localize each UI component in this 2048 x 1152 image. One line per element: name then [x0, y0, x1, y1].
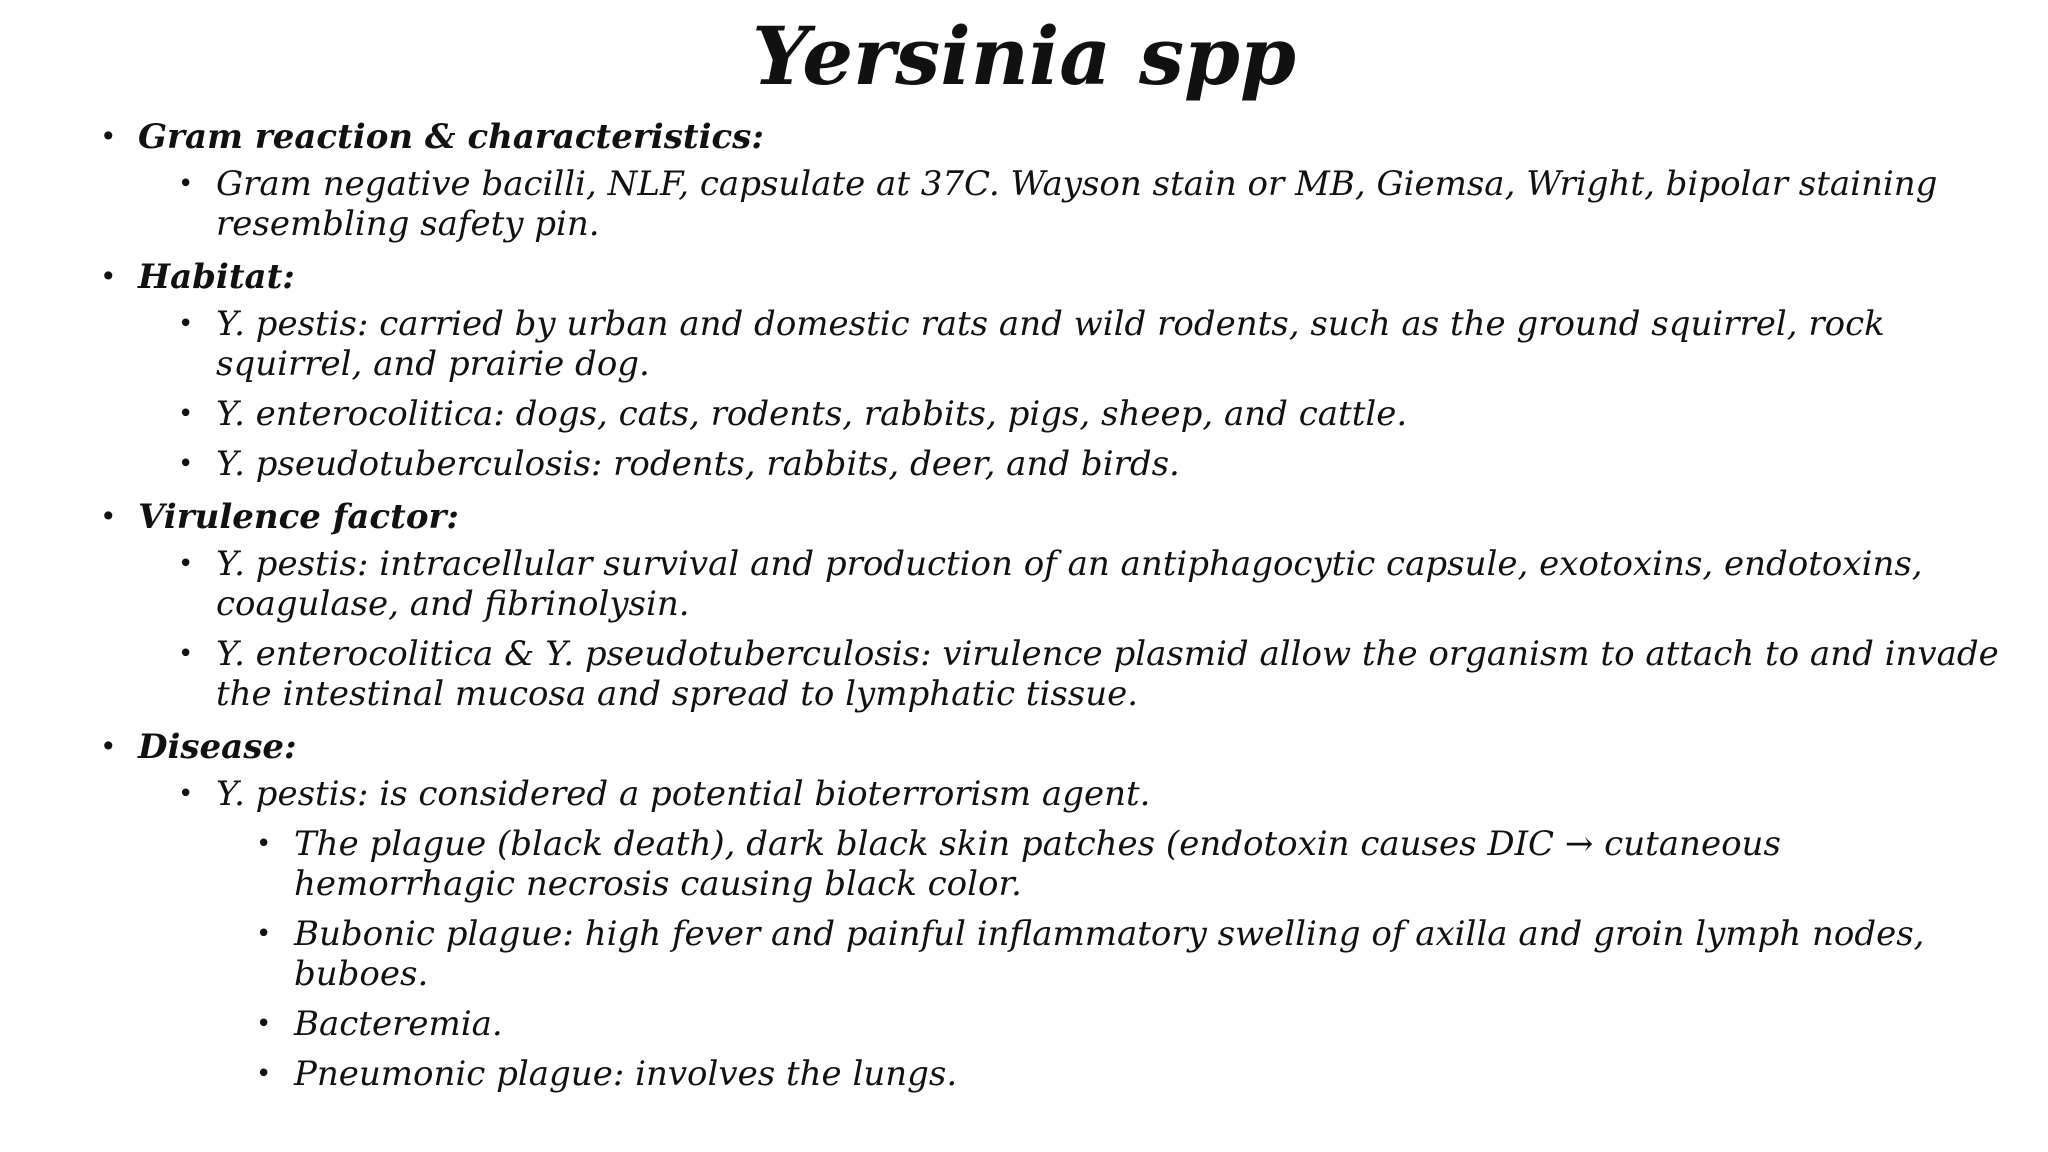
sub-list [138, 164, 2008, 244]
sub-list [138, 304, 2008, 484]
list-item-text: Y. enterocolitica & Y. pseudotuberculosis: virulence plasmid allow the organism to attach to and invade the intestinal mucosa and spread to lymphatic tissue. [216, 634, 1999, 714]
bullet-icon: • [256, 1059, 272, 1089]
list-item [138, 394, 2008, 434]
slide-title: Yersinia spp [752, 9, 1296, 103]
list-item-text: Gram negative bacilli, NLF, capsulate at 37C. Wayson stain or MB, Giemsa, Wright, bipolar staining resembling safety pin. [216, 164, 1938, 244]
list-item-text: Y. pestis: carried by urban and domestic rats and wild rodents, such as the ground squirrel, rock squirrel, and prairie dog. [216, 304, 1885, 384]
section-heading: Virulence factor: [138, 497, 459, 537]
bullet-icon: • [178, 449, 194, 479]
list-item [138, 544, 2008, 624]
sub-list-item [216, 1054, 2008, 1094]
sub-list [138, 544, 2008, 714]
sub-list-item [216, 824, 2008, 904]
sub-list [138, 774, 2008, 1094]
slide-content [0, 114, 2048, 1104]
sub-list-item [216, 914, 2008, 994]
sub-list-item-text: Bubonic plague: high fever and painful inflammatory swelling of axilla and groin lymph nodes, buboes. [294, 914, 1925, 994]
list-item-text: Y. enterocolitica: dogs, cats, rodents, rabbits, pigs, sheep, and cattle. [216, 394, 1408, 434]
bullet-icon: • [100, 730, 117, 763]
bullet-icon: • [178, 169, 194, 199]
section-gram-reaction [0, 114, 2048, 244]
bullet-icon: • [100, 500, 117, 533]
bullet-icon: • [178, 779, 194, 809]
bullet-icon: • [178, 549, 194, 579]
bullet-list [0, 114, 2048, 1094]
bullet-icon: • [100, 120, 117, 153]
list-item-text: Y. pestis: intracellular survival and production of an antiphagocytic capsule, exotoxins, endotoxins, coagulase, and fibrinolysin. [216, 544, 1923, 624]
list-item-text: Y. pseudotuberculosis: rodents, rabbits, deer, and birds. [216, 444, 1180, 484]
sub-sub-list [216, 824, 2008, 1094]
list-item [138, 164, 2008, 244]
section-disease [0, 724, 2048, 1094]
list-item [138, 634, 2008, 714]
bullet-icon: • [256, 1009, 272, 1039]
bullet-icon: • [178, 309, 194, 339]
section-virulence-factor [0, 494, 2048, 714]
section-heading: Gram reaction & characteristics: [138, 117, 764, 157]
sub-list-item [216, 1004, 2008, 1044]
bullet-icon: • [256, 919, 272, 949]
bullet-icon: • [178, 399, 194, 429]
list-item [138, 304, 2008, 384]
sub-list-item-text: Bacteremia. [294, 1004, 503, 1044]
bullet-icon: • [100, 260, 117, 293]
sub-list-item-text: The plague (black death), dark black skin patches (endotoxin causes DIC → cutaneous hemorrhagic necrosis causing black color. [294, 824, 1781, 904]
bullet-icon: • [178, 639, 194, 669]
bullet-icon: • [256, 829, 272, 859]
list-item [138, 444, 2008, 484]
section-heading: Habitat: [138, 257, 295, 297]
sub-list-item-text: Pneumonic plague: involves the lungs. [294, 1054, 958, 1094]
section-habitat [0, 254, 2048, 484]
list-item-text: Y. pestis: is considered a potential bioterrorism agent. [216, 774, 1151, 814]
section-heading: Disease: [138, 727, 297, 767]
list-item [138, 774, 2008, 1094]
